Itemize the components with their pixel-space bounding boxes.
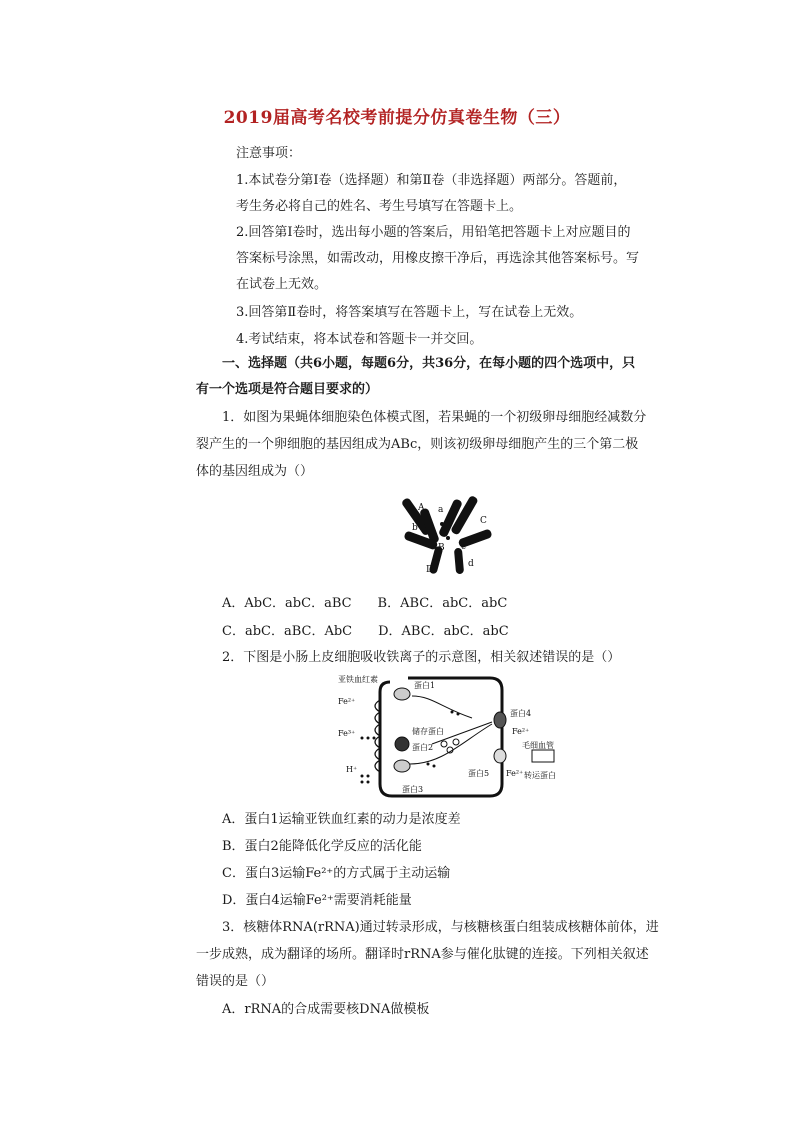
gene-label: C bbox=[480, 516, 487, 526]
q2-option: C．蛋白3运输Fe²⁺的方式属于主动运输 bbox=[222, 866, 451, 881]
gene-label: A bbox=[418, 503, 425, 513]
q3-option: A．rRNA的合成需要核DNA做模板 bbox=[222, 1002, 430, 1017]
microvilli bbox=[375, 700, 380, 772]
label-fe2-out: Fe²⁺ bbox=[512, 727, 530, 736]
label-fe2: Fe²⁺ bbox=[338, 697, 356, 706]
label-capillary: 毛细血管 bbox=[522, 741, 554, 750]
notice-item: 答案标号涂黑，如需改动，用橡皮擦干净后，再选涂其他答案标号。写 bbox=[236, 251, 640, 266]
label-fe2-blood: Fe²⁺ bbox=[506, 769, 524, 778]
gene-label: b bbox=[412, 523, 418, 533]
notice-item: 1.本试卷分第Ⅰ卷（选择题）和第Ⅱ卷（非选择题）两部分。答题前， bbox=[236, 173, 627, 188]
gene-label: D bbox=[426, 565, 434, 575]
notice-item: 在试卷上无效。 bbox=[236, 277, 328, 292]
q2-stem: 2．下图是小肠上皮细胞吸收铁离子的示意图，相关叙述错误的是（） bbox=[222, 650, 621, 665]
label-heme: 亚铁血红素 bbox=[338, 675, 378, 684]
q3-stem: 一步成熟，成为翻译的场所。翻译时rRNA参与催化肽键的连接。下列相关叙述 bbox=[196, 947, 649, 962]
notice-item: 4.考试结束，将本试卷和答题卡一并交回。 bbox=[236, 332, 483, 347]
gene-label: c bbox=[461, 542, 467, 552]
section-heading: 一、选择题（共6小题，每题6分，共36分，在每小题的四个选项中，只 bbox=[222, 356, 636, 371]
q2-option: A．蛋白1运输亚铁血红素的动力是浓度差 bbox=[222, 812, 461, 827]
q1-stem: 1．如图为果蝇体细胞染色体模式图，若果蝇的一个初级卵母细胞经减数分 bbox=[222, 410, 647, 425]
label-p3: 蛋白3 bbox=[402, 785, 424, 794]
chromosome-dot bbox=[440, 522, 444, 526]
section-heading-cont: 有一个选项是符合题目要求的） bbox=[196, 382, 379, 397]
q1-stem: 裂产生的一个卵细胞的基因组成为ABc，则该初级卵母细胞产生的三个第二极 bbox=[196, 437, 639, 452]
gene-label: B bbox=[438, 543, 445, 553]
label-p5: 蛋白5 bbox=[468, 769, 490, 778]
label-p4: 蛋白4 bbox=[510, 709, 532, 718]
q3-stem: 错误的是（） bbox=[196, 974, 275, 989]
protein5-shape bbox=[494, 749, 506, 763]
notice-heading: 注意事项： bbox=[236, 146, 302, 161]
label-storage: 储存蛋白 bbox=[412, 727, 444, 736]
gene-label: d bbox=[468, 559, 474, 569]
protein2-shape bbox=[395, 737, 409, 751]
gene-label: a bbox=[438, 505, 444, 515]
label-p2: 蛋白2 bbox=[412, 743, 434, 752]
protein4-shape bbox=[494, 712, 506, 728]
label-transport: 转运蛋白 bbox=[524, 771, 556, 780]
ion-dots bbox=[361, 711, 460, 784]
q2-option: B．蛋白2能降低化学反应的活化能 bbox=[222, 839, 422, 854]
capillary-shape bbox=[532, 750, 554, 762]
protein1-shape bbox=[394, 688, 410, 700]
q1-stem: 体的基因组成为（） bbox=[196, 464, 314, 479]
label-h: H⁺ bbox=[346, 765, 358, 774]
iron-absorption-figure bbox=[332, 672, 572, 800]
q1-option: A．AbC．abC．aBC B．ABC．abC．abC bbox=[222, 596, 508, 611]
q1-option: C．abC．aBC．AbC D．ABC．abC．abC bbox=[222, 624, 509, 639]
chromosome-dot bbox=[446, 536, 450, 540]
label-p1: 蛋白1 bbox=[414, 681, 436, 690]
q2-option: D．蛋白4运输Fe²⁺需要消耗能量 bbox=[222, 893, 412, 908]
notice-item: 考生务必将自己的姓名、考生号填写在答题卡上。 bbox=[236, 199, 523, 214]
q3-stem: 3．核糖体RNA(rRNA)通过转录形成，与核糖核蛋白组装成核糖体前体，进 bbox=[222, 920, 659, 935]
notice-item: 3.回答第Ⅱ卷时，将答案填写在答题卡上，写在试卷上无效。 bbox=[236, 305, 583, 320]
protein3-shape bbox=[394, 760, 410, 772]
page-title: 2019届高考名校考前提分仿真卷生物（三） bbox=[223, 108, 571, 128]
label-fe3: Fe³⁺ bbox=[338, 729, 356, 738]
chromosome-figure bbox=[398, 488, 508, 584]
notice-item: 2.回答第Ⅰ卷时，选出每小题的答案后，用铅笔把答题卡上对应题目的 bbox=[236, 225, 631, 240]
